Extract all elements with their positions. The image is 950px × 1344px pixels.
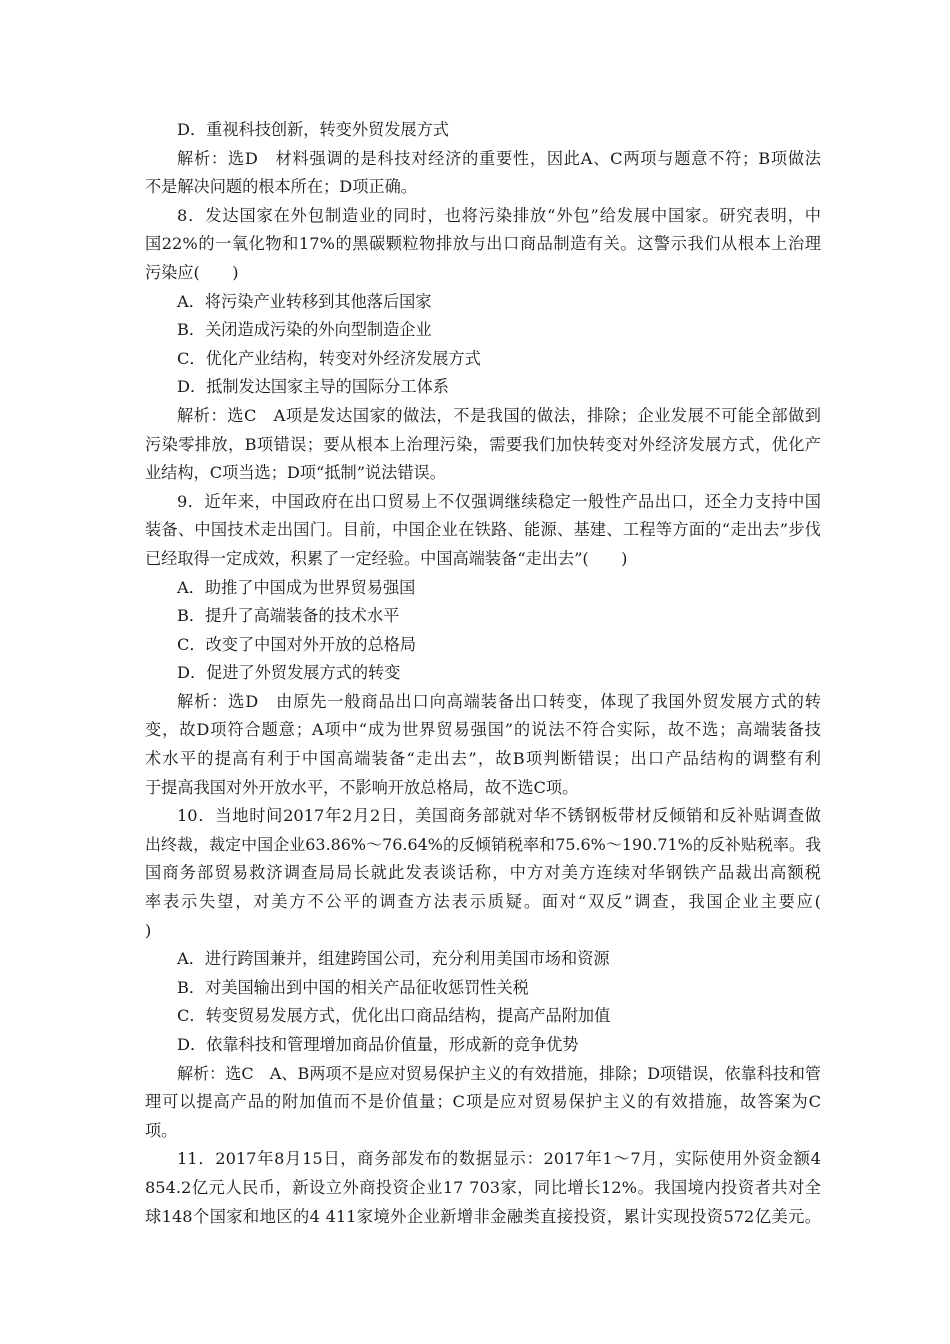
q10-analysis-line-3: 项。 (145, 1120, 178, 1140)
q8-analysis-line-2: 污染零排放，B项错误；要从根本上治理污染，需要我们加快转变对外经济发展方式，优化产 (145, 434, 821, 454)
q7-analysis-line-1: 解析：选D 材料强调的是科技对经济的重要性，因此A、C两项与题意不符；B项做法 (177, 148, 821, 168)
q8-stem-line-2: 国22%的一氧化物和17%的黑碳颗粒物排放与出口商品制造有关。这警示我们从根本上治理 (145, 234, 821, 254)
q8-option-a: A．将污染产业转移到其他落后国家 (177, 291, 432, 311)
q8-option-b: B．关闭造成污染的外向型制造企业 (177, 320, 432, 340)
q9-analysis-line-3: 术水平的提高有利于中国高端装备“走出去”，故B项判断错误；出口产品结构的调整有利 (145, 749, 821, 769)
q9-option-b: B．提升了高端装备的技术水平 (177, 606, 400, 626)
q10-stem-line-1: 10．当地时间2017年2月2日，美国商务部就对华不锈钢板带材反倾销和反补贴调查做 (177, 806, 821, 826)
document-page (145, 116, 821, 1231)
q11-stem-line-3: 球148个国家和地区的4 411家境外企业新增非金融类直接投资，累计实现投资572亿美元。 (145, 1206, 821, 1226)
q8-option-c: C．优化产业结构，转变对外经济发展方式 (177, 348, 481, 368)
q8-stem-line-1: 8．发达国家在外包制造业的同时，也将污染排放“外包”给发展中国家。研究表明，中 (177, 205, 821, 225)
q10-stem-line-4: 率表示失望，对美方不公平的调查方法表示质疑。面对“双反”调查，我国企业主要应( (145, 892, 821, 912)
q9-analysis-line-1: 解析：选D 由原先一般商品出口向高端装备出口转变，体现了我国外贸发展方式的转 (177, 691, 821, 711)
q9-analysis-line-4: 于提高我国对外开放水平，不影响开放总格局，故不选C项。 (145, 777, 579, 797)
q7-option-d: D．重视科技创新，转变外贸发展方式 (177, 120, 449, 139)
q10-option-b: B．对美国输出到中国的相关产品征收惩罚性关税 (177, 977, 529, 997)
q8-stem-line-3: 污染应( ) (145, 262, 239, 282)
q10-stem-line-2: 出终裁，裁定中国企业63.86%～76.64%的反倾销税率和75.6%～190.71%的反补贴税率。我 (145, 834, 821, 854)
q9-option-a: A．助推了中国成为世界贸易强国 (177, 577, 416, 597)
q8-analysis-line-3: 业结构，C项当选；D项“抵制”说法错误。 (145, 463, 446, 483)
q9-option-c: C．改变了中国对外开放的总格局 (177, 634, 417, 654)
q10-analysis-line-2: 理可以提高产品的附加值而不是价值量；C项是应对贸易保护主义的有效措施，故答案为C (145, 1092, 821, 1112)
q11-stem-line-1: 11．2017年8月15日，商务部发布的数据显示：2017年1～7月，实际使用外资金额4 (177, 1149, 821, 1169)
q10-option-c: C．转变贸易发展方式，优化出口商品结构，提高产品附加值 (177, 1006, 611, 1026)
q10-option-a: A．进行跨国兼并，组建跨国公司，充分利用美国市场和资源 (177, 949, 610, 969)
q10-option-d: D．依靠科技和管理增加商品价值量，形成新的竞争优势 (177, 1035, 579, 1054)
q11-stem-line-2: 854.2亿元人民币，新设立外商投资企业17 703家，同比增长12%。我国境内投资者共对全 (145, 1177, 821, 1197)
q8-analysis-line-1: 解析：选C A项是发达国家的做法，不是我国的做法，排除；企业发展不可能全部做到 (177, 405, 821, 425)
q7-analysis-line-2: 不是解决问题的根本所在；D项正确。 (145, 177, 417, 197)
q9-stem-line-3: 已经取得一定成效，积累了一定经验。中国高端装备“走出去”( ) (145, 548, 628, 568)
q10-stem-line-5: ) (145, 920, 152, 940)
q9-analysis-line-2: 变，故D项符合题意；A项中“成为世界贸易强国”的说法不符合实际，故不选；高端装备技 (145, 720, 821, 740)
q9-stem-line-1: 9．近年来，中国政府在出口贸易上不仅强调继续稳定一般性产品出口，还全力支持中国 (177, 491, 821, 511)
q9-option-d: D．促进了外贸发展方式的转变 (177, 663, 401, 683)
q8-option-d: D．抵制发达国家主导的国际分工体系 (177, 377, 449, 397)
q10-stem-line-3: 国商务部贸易救济调查局局长就此发表谈话称，中方对美方连续对华钢铁产品裁出高额税 (145, 863, 821, 883)
q9-stem-line-2: 装备、中国技术走出国门。目前，中国企业在铁路、能源、基建、工程等方面的“走出去”步伐 (145, 520, 821, 540)
q10-analysis-line-1: 解析：选C A、B两项不是应对贸易保护主义的有效措施，排除；D项错误，依靠科技和管 (177, 1063, 821, 1083)
